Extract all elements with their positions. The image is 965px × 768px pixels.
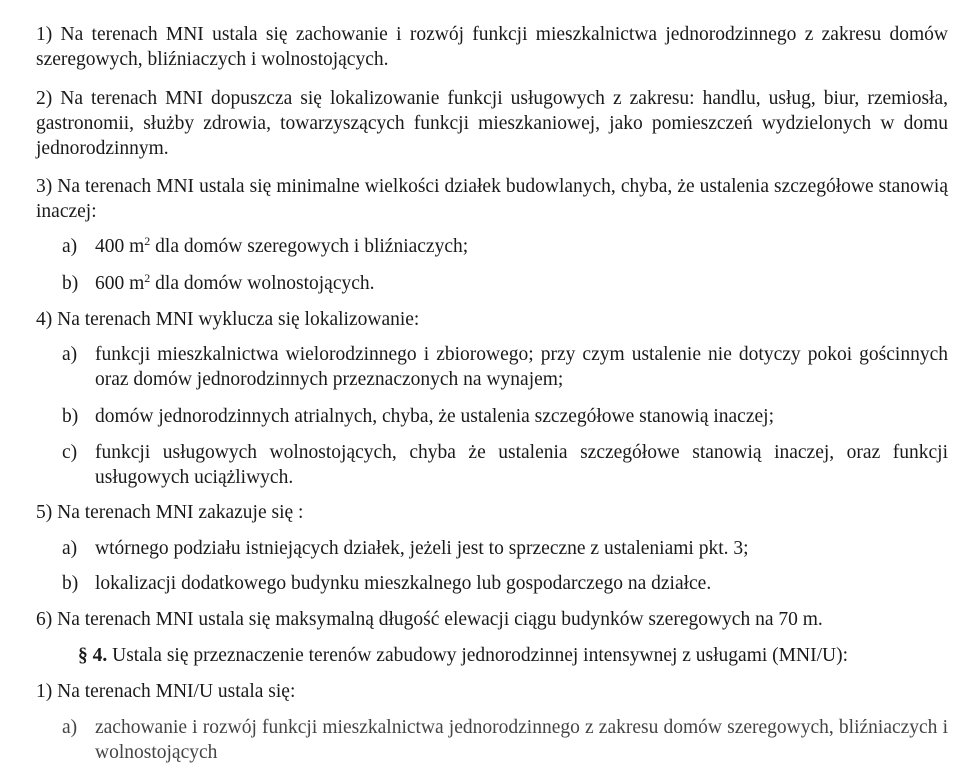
section-number: § 4. bbox=[78, 645, 108, 666]
paragraph-3: 3) Na terenach MNI ustala się minimalne wielkości działek budowlanych, chyba, że ustalenia szczegółowe stanowią inaczej: bbox=[36, 176, 948, 222]
list-item-5b bbox=[62, 571, 948, 596]
list-label: a) bbox=[62, 236, 78, 257]
paragraph-6: 6) Na terenach MNI ustala się maksymalną długość elewacji ciągu budynków szeregowych na 70 m. bbox=[36, 609, 823, 630]
section-text: Ustala się przeznaczenie terenów zabudowy jednorodzinnej intensywnej z usługami (MNI/U): bbox=[107, 645, 848, 666]
list-label: b) bbox=[62, 406, 79, 427]
list-item-mniu-1a bbox=[62, 715, 948, 765]
list-text: zachowanie i rozwój funkcji mieszkalnictwa jednorodzinnego z zakresu domów szeregowych, bliźniaczych i wolnostojących bbox=[95, 717, 948, 763]
list-item-3b bbox=[62, 271, 948, 296]
paragraph-4: 4) Na terenach MNI wyklucza się lokalizowanie: bbox=[36, 309, 420, 330]
list-text: funkcji usługowych wolnostojących, chyba że ustalenia szczegółowe stanowią inaczej, oraz funkcji usługowych uciążliwych. bbox=[95, 442, 948, 488]
list-text: lokalizacji dodatkowego budynku mieszkalnego lub gospodarczego na działce. bbox=[95, 573, 712, 594]
list-item-4a bbox=[62, 342, 948, 392]
list-item-3a bbox=[62, 234, 948, 259]
paragraph-2: 2) Na terenach MNI dopuszcza się lokalizowanie funkcji usługowych z zakresu: handlu, usług, biur, rzemiosła, gastronomii, służby zdrowia, towarzyszących funkcji mieszkaniowej, jako pomieszczeń wydzielonych w domu jednorodzinnym. bbox=[36, 88, 948, 159]
list-label: c) bbox=[62, 442, 78, 463]
list-item-4b bbox=[62, 404, 948, 429]
list-label: b) bbox=[62, 273, 79, 294]
paragraph-5: 5) Na terenach MNI zakazuje się : bbox=[36, 502, 304, 523]
list-text: 400 $m^2$ dla domów szeregowych i bliźniaczych; bbox=[95, 234, 469, 257]
paragraph-1: 1) Na terenach MNI ustala się zachowanie i rozwój funkcji mieszkalnictwa jednorodzinnego z zakresu domów szeregowych, bliźniaczych i wolnostojących. bbox=[36, 24, 948, 70]
list-label: a) bbox=[62, 538, 78, 559]
list-text: funkcji mieszkalnictwa wielorodzinnego i zbiorowego; przy czym ustalenie nie dotyczy pokoi gościnnych oraz domów jednorodzinnych przeznaczonych na wynajem; bbox=[95, 344, 948, 390]
list-label: b) bbox=[62, 573, 79, 594]
list-text: 600 $m^2$ dla domów wolnostojących. bbox=[95, 271, 375, 294]
list-label: a) bbox=[62, 344, 78, 365]
list-item-5a bbox=[62, 536, 948, 561]
section-heading bbox=[78, 643, 948, 668]
list-text: domów jednorodzinnych atrialnych, chyba, że ustalenia szczegółowe stanowią inaczej; bbox=[95, 406, 774, 427]
list-label: a) bbox=[62, 717, 78, 738]
list-item-4c bbox=[62, 440, 948, 490]
paragraph-mniu-1: 1) Na terenach MNI/U ustala się: bbox=[36, 681, 296, 702]
list-text: wtórnego podziału istniejących działek, jeżeli jest to sprzeczne z ustaleniami pkt. 3; bbox=[95, 538, 749, 559]
